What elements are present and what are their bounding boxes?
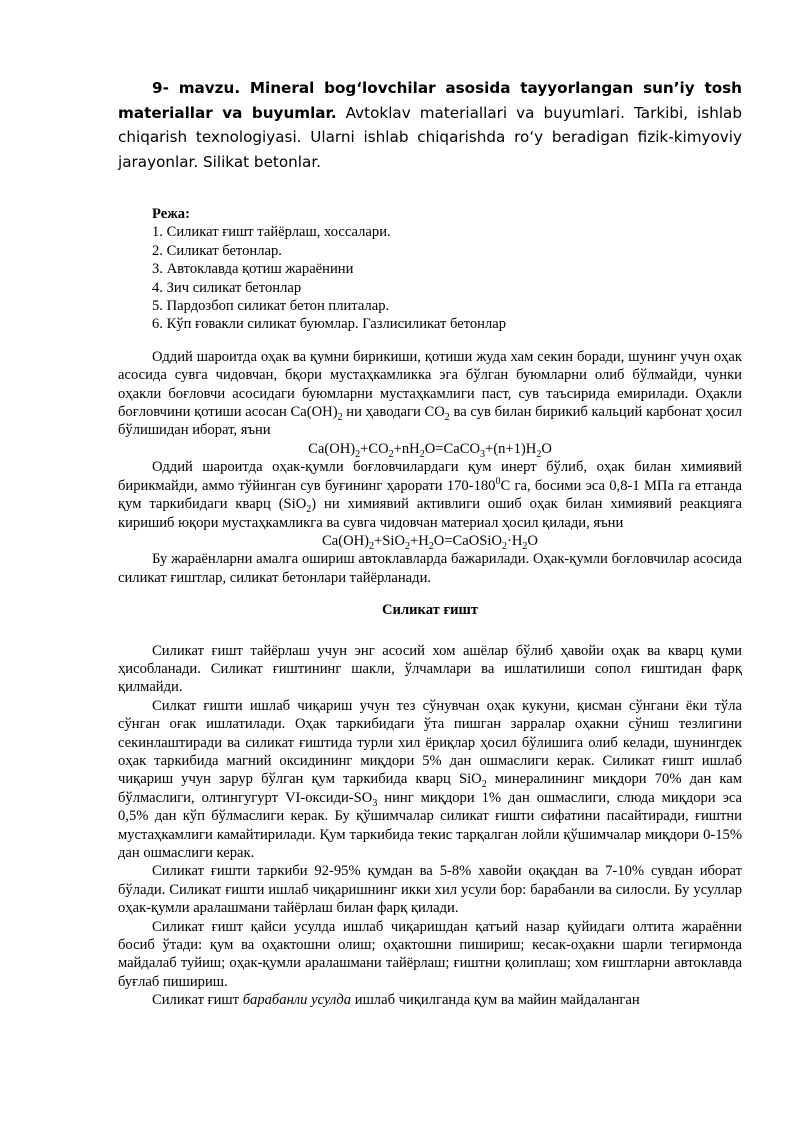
topic-title: [118, 76, 742, 174]
plan-item: 4. Зич силикат бетонлар: [152, 279, 302, 296]
topic-title-bold: 9- mavzu. Mineral bog‘lovchilar asosida tayyorlangan sun’iy tosh materiallar va buyumlar.: [118, 79, 742, 122]
formula-silicate: $Ca(OH)_2+SiO_2+H_2O=CaOSiO_2\cdot H_2O$: [322, 532, 538, 552]
paragraph-autoclave-reaction: Оддий шароитда оҳак-қумли боғловчилардаги қум инерт бўлиб, оҳак билан химиявий бирикмайди, аммо тўйинган сув буғининг ҳарорати $170-180^0С$ га, босими эса 0,8-1 МПа га етганда қум таркибидаги кварц (SiO$_2$) ни химиявий активлиги ошиб оҳак билан химиявий реакцияга киришиб юқори мустаҳкамликга ва сувга чидовчан материал ҳосил қилади, яъни: [118, 459, 743, 531]
plan-item: 3. Автоклавда қотиш жараёнини: [152, 261, 354, 278]
paragraph-drum-method: Силикат ғишт барабанли усулда ишлаб чиқилганда қум ва майин майдаланган: [152, 992, 640, 1009]
plan-item: 6. Кўп ғовакли силикат буюмлар. Газлисиликат бетонлар: [152, 316, 507, 333]
plan-item: 1. Силикат ғишт тайёрлаш, хоссалари.: [152, 224, 391, 241]
plan-list: [152, 223, 742, 333]
document-body: [118, 205, 742, 1010]
formula-carbonation: $Ca(OH)_2+CO_2+nH_2O=CaCO_3+(n+1)H_2O$: [308, 440, 552, 460]
paragraph-lime-sand: Силкат ғишти ишлаб чиқариш учун тез сўнувчан оҳак кукуни, қисман сўнгани ёки тўла сўнган оғак ишлатилади. Оҳак таркибидаги ўта пишган зарралар оҳакни сўниш тезлигини секинлаштиради ва силикат ғиштида турли хил ёриқлар ҳосил бўлишига олиб келади, шунингдек оҳак таркибида магний оксидининг миқдори 5% дан ошмаслиги керак. Силикат ғишт ишлаб чиқариш учун зарур бўлган қум таркибида кварц SiO$_2$ минералининг миқдори 70% дан кам бўлмаслиги, олтингугурт $VI-оксиди-SO_3$ нинг миқдори 1% дан ошмаслиги, слюда миқдори эса 0,5% дан кўп бўлмаслиги керак. Бу қўшимчалар силикат ғишти сифатини пасайтиради, ғиштни мустаҳкамлиги камайтирилади. Қум таркибида текис тарқалган лойли қўшимчалар миқдори 0-15% дан ошмаслиги керак.: [118, 697, 742, 861]
plan-heading: Режа:: [152, 206, 190, 222]
topic-title-rest: Avtoklav materiallari va buyumlari. Tarkibi, ishlab chiqarish texnologiyasi. Ularni ishlab chiqarishda ro‘y beradigan fizik-kimyoviy jarayonlar. Silikat betonlar.: [118, 103, 742, 171]
paragraph-process-steps: Силикат ғишт қайси усулда ишлаб чиқаришдан қатъий назар қуйидаги олтита жараённи босиб ўтади: қум ва оҳактошни олиш; оҳактошни пишириш; кесак-оҳакни шарли тегирмонда майдалаб туйиш; оҳак-қумли аралашмани тайёрлаш; ғиштни қолиплаш; хом ғиштларни автоклавда буғлаб пишириш.: [118, 918, 742, 990]
plan-item: 5. Пардозбоп силикат бетон плиталар.: [152, 298, 390, 315]
paragraph-autoclaves: Бу жараёнларни амалга ошириш автоклавларда бажарилади. Оҳак-қумли боғловчилар асосида силикат ғиштлар, силикат бетонлари тайёрланади.: [118, 551, 742, 586]
paragraph-raw-materials: Силикат ғишт тайёрлаш учун энг асосий хом ашёлар бўлиб ҳавойи оҳак ва кварц қуми ҳисобланади. Силикат ғиштининг шакли, ўлчамлари ва ишлатилиши сопол ғиштидан фарқ қилмайди.: [118, 642, 742, 696]
plan-item: 2. Силикат бетонлар.: [152, 242, 282, 259]
section-heading: Силикат ғишт: [382, 602, 478, 619]
paragraph-composition: Силикат ғишти таркиби 92-95% қумдан ва 5-8% хавойи оқақдан ва 7-10% сувдан иборат бўлади. Силикат ғишти ишлаб чиқаришнинг икки хил усули бор: барабанли ва силосли. Бу усуллар оҳак-қумли аралашмани тайёрлаш билан фарқ қилади.: [118, 863, 742, 917]
paragraph-intro: Оддий шароитда оҳак ва қумни бирикиши, қотиши жуда хам секин боради, шунинг учун оҳак асосида сувга чидовчан, бқори мустаҳкамликка эга бўлган буюмларни олиб бўлмайди, чунки оҳакли боғловчи асосидаги буюмларни мустаҳкамлиги паст, сув таъсирида емирилади. Оҳакли боғловчини қотиши асосан $Ca(OH)_2$ ни ҳаводаги $CO_2$ ва сув билан бирикиб кальций карбонат ҳосил бўлишидан иборат, яъни: [118, 348, 742, 439]
